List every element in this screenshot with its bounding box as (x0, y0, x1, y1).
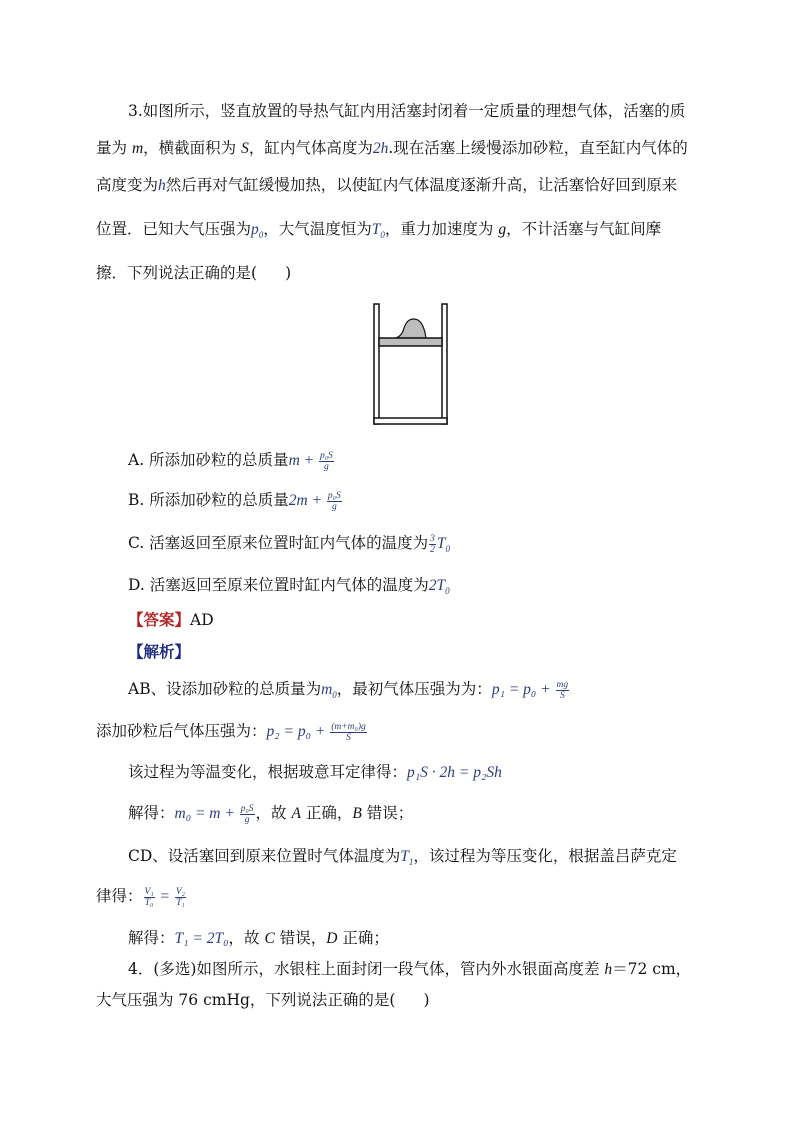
q3-line-5: 擦．下列说法正确的是( ) (96, 264, 292, 282)
answer-line (128, 609, 214, 631)
answer-value: AD (190, 611, 214, 629)
cylinder-bottom (374, 418, 447, 424)
q4-line-2: 大气压强为 76 cmHg，下列说法正确的是( ) (96, 991, 430, 1009)
analysis-tag: 【解析】 (128, 642, 191, 661)
option-b: B. 所添加砂粒的总质量2m + $\frac{\text{p₀S}}{g}$ (128, 490, 341, 512)
cylinder-left-wall (374, 304, 379, 424)
q3-line-1: 3.如图所示，竖直放置的导热气缸内用活塞封闭着一定质量的理想气体，活塞的质 (128, 102, 686, 120)
q3-line-2: 量为 m，横截面积为 S，缸内气体高度为2h.现在活塞上缓慢添加砂粒，直至缸内气体的 (96, 139, 688, 157)
analysis-ab-line-4: 解得：m₀ = m + $\frac{\text{p₀S}}{g}$ ，故 A 正确，B 错误； (128, 803, 414, 825)
analysis-ab-line-1: AB、设添加砂粒的总质量为$m_0$，最初气体压强为为：p₁ = p₀ + $\frac{mg}{S}$ (128, 679, 569, 701)
sand-pile (396, 319, 426, 338)
analysis-cd-line-1: CD、设活塞回到原来位置时气体温度为$T_1$，该过程为等压变化，根据盖吕萨克定 (128, 847, 677, 868)
answer-tag: 【答案】 (128, 610, 191, 629)
piston (379, 338, 442, 346)
analysis-cd-line-3: 解得：T₁ = 2T₀，故 C 错误，D 正确； (128, 929, 389, 947)
q3-line-4: 位置．已知大气压强为$p_0$，大气温度恒为$T_0$，重力加速度为 g，不计活塞与气缸间摩 (96, 220, 662, 241)
analysis-ab-line-2: 添加砂粒后气体压强为：p₂ = p₀ + $\frac{\text{(m+m₀)g}}{S}$ (96, 721, 366, 743)
analysis-ab-line-3: 该过程为等温变化，根据玻意耳定律得：p₁S · 2h = p₂Sh (128, 763, 502, 781)
analysis-cd-line-2: 律得： $\frac{\text{V₁}}{\text{T₀}}$ = $\frac{\text{V₂}}{\text{T₁}}$ (96, 886, 185, 908)
q4-line-1: 4．(多选)如图所示，水银柱上面封闭一段气体，管内外水银面高度差 h＝72 cm， (128, 960, 692, 978)
cylinder-piston-figure (372, 302, 452, 428)
cylinder-right-wall (442, 304, 447, 424)
q3-line-3: 高度变为h然后再对气缸缓慢加热，以使缸内气体温度逐渐升高，让活塞恰好回到原来 (96, 176, 678, 194)
option-d: D. 活塞返回至原来位置时缸内气体的温度为$2T_0$ (128, 576, 450, 597)
option-c: C. 活塞返回至原来位置时缸内气体的温度为 $\frac{3}{2}$ $T_0$ (128, 533, 451, 555)
option-a: A. 所添加砂粒的总质量m + $\frac{\text{p₀S}}{g}$ (128, 450, 333, 472)
